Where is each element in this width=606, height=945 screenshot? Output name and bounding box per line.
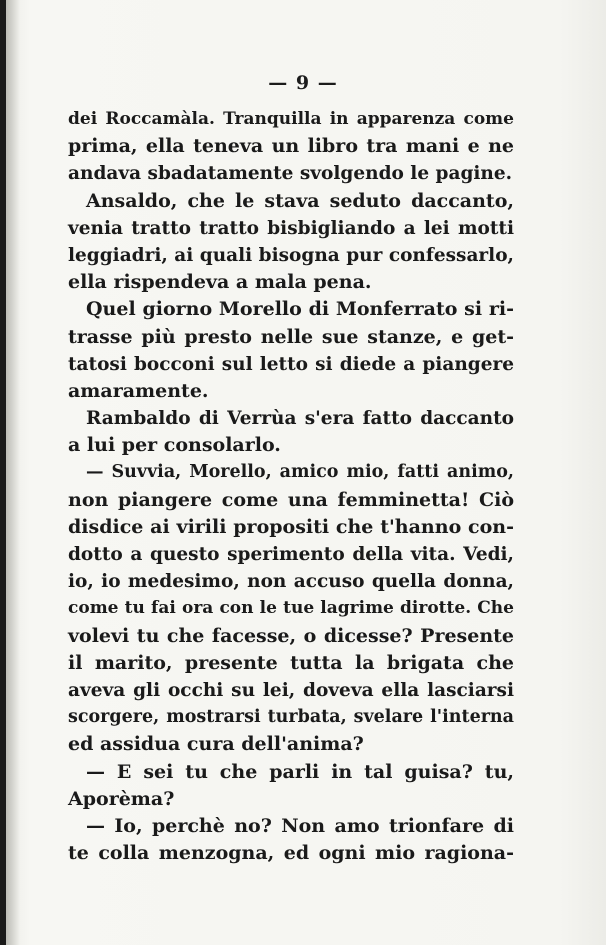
text-line: volevi tu che facesse, o dicesse? Presente: [68, 624, 514, 647]
text-line: come tu fai ora con le tue lagrime dirotte. Che: [68, 598, 514, 619]
text-line: aveva gli occhi su lei, doveva ella lasciarsi: [68, 679, 514, 701]
text-line: Quel giorno Morello di Monferrato si ri-: [86, 298, 514, 321]
text-line: dei Roccamàla. Tranquilla in apparenza come: [68, 109, 514, 129]
text-line: Rambaldo di Verrùa s'era fatto daccanto: [86, 408, 514, 430]
text-line: disdice ai virili propositi che t'hanno con-: [68, 515, 514, 538]
text-line: trasse più presto nelle sue stanze, e get-: [68, 325, 514, 348]
text-line: — E sei tu che parli in tal guisa? tu,: [86, 760, 514, 783]
gutter-shadow: [6, 0, 20, 945]
text-line: te colla menzogna, ed ogni mio ragiona-: [68, 842, 514, 865]
text-line: dotto a questo sperimento della vita. Vedi,: [68, 544, 514, 565]
text-line: Aporèma?: [68, 787, 175, 810]
text-line: andava sbadatamente svolgendo le pagine.: [68, 163, 513, 185]
text-line: a lui per consolarlo.: [68, 434, 281, 457]
text-line: il marito, presente tutta la brigata che: [68, 651, 514, 674]
text-line: — Suvvia, Morello, amico mio, fatti animo,: [86, 462, 514, 483]
text-line: non piangere come una femminetta! Ciò: [68, 488, 514, 511]
text-line: io, io medesimo, non accuso quella donna,: [68, 571, 514, 593]
page-number-header: — 9 —: [268, 72, 338, 94]
text-line: scorgere, mostrarsi turbata, svelare l'interna: [68, 707, 514, 728]
text-line: — Io, perchè no? Non amo trionfare di: [86, 814, 514, 837]
text-line: ed assidua cura dell'anima?: [68, 733, 364, 756]
text-line: ella rispendeva a mala pena.: [68, 271, 372, 294]
text-line: prima, ella teneva un libro tra mani e ne: [68, 135, 514, 158]
text-line: tatosi bocconi sul letto si diede a piangere: [68, 353, 514, 375]
text-line: venia tratto tratto bisbigliando a lei motti: [68, 217, 514, 239]
text-line: amaramente.: [68, 379, 209, 402]
text-line: Ansaldo, che le stava seduto daccanto,: [86, 189, 514, 212]
text-line: leggiadri, ai quali bisogna pur confessarlo,: [68, 244, 514, 266]
body-text: [68, 106, 514, 867]
